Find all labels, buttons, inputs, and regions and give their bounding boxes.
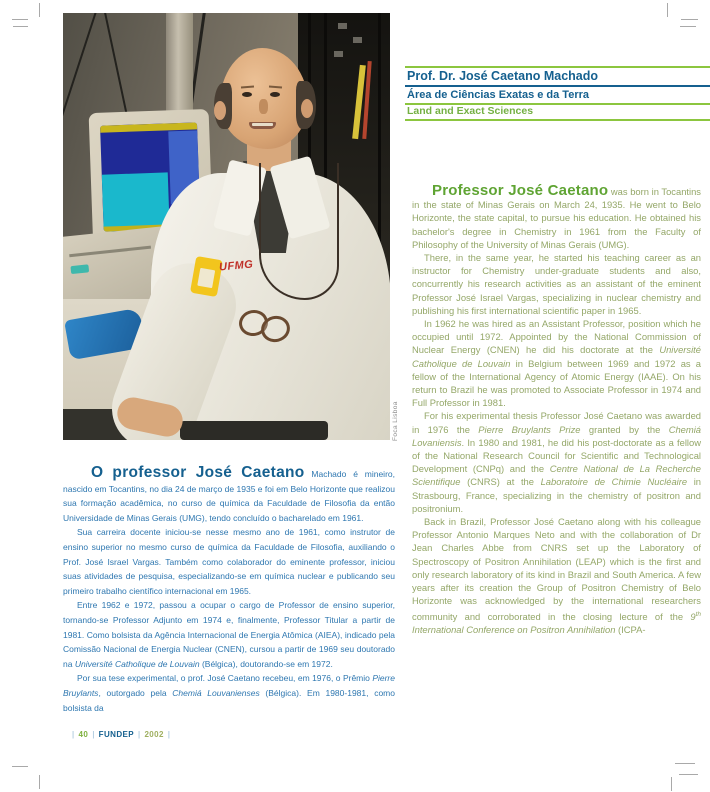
text-segment: Université Catholique de Louvain bbox=[74, 658, 200, 669]
text-segment: (ICPA- bbox=[615, 623, 646, 635]
publisher-name: FUNDEP bbox=[98, 730, 134, 739]
photo-credit: Foca Lisboa bbox=[392, 401, 399, 441]
ear-right bbox=[301, 99, 313, 118]
text-segment: . In 1980 and 1981, he did his post-doctorate as a fellow of the National Research Council for Scientific and Technological Development (CNPq) and the bbox=[412, 436, 701, 475]
publication-year: 2002 bbox=[144, 730, 164, 739]
screen-teal-area bbox=[102, 172, 170, 232]
text-segment: (Bélgica). Em 1980-1981, como bolsista da bbox=[63, 687, 395, 713]
printer-slot bbox=[69, 246, 151, 258]
text-segment: Centre National de La Recherche Scientifique bbox=[412, 463, 701, 488]
paragraph bbox=[412, 409, 701, 515]
connector bbox=[334, 51, 343, 57]
text-segment: In 1962 he was hired as an Assistant Professor, position which he occupied until 1972. Appointed by the National Commission of Nuclear Energy (CNEN) he did his doctorate at the bbox=[412, 318, 701, 356]
crop-mark-bottom-left-v bbox=[39, 775, 40, 789]
text-segment: There, in the same year, he started his teaching career as an instructor for Chemistry under-graduate students and also, concurrently his research activities as an assistant of the eminent Professor José Israel Vargas, specializing in nuclear chemistry and publishing his first international scientific paper in 1965. bbox=[412, 252, 701, 316]
scientist-lab-photo bbox=[63, 13, 390, 440]
text-segment: Entre 1962 e 1972, passou a ocupar o cargo de Professor de ensino superior, tornando-se Professor Adjunto em 1974 e, finalmente, Professor Titular a partir de 1981. Como bolsista da Agência Internacional de Energia Atômica (AIEA), indicado pela Comissão Nacional de Energia Nuclear (CNEN), cursou a partir de 1969 seu doutorado na bbox=[63, 600, 395, 669]
text-segment: Sua carreira docente iniciou-se nesse mesmo ano de 1961, como instrutor de ensino superior no mesmo curso de química da Faculdade de Filosofia, auxiliando o Prof. José Israel Vargas. Também como colaborador do eminente professor, iniciou suas atividades de pesquisa, especializando-se em química nuclear e publicando seu primeiro trabalho científico internacional em 1965. bbox=[63, 527, 395, 596]
crop-mark-top-left-h1 bbox=[12, 19, 28, 20]
crop-mark-top-left-v bbox=[39, 3, 40, 17]
text-segment: in Belgium between 1969 and 1972 as a fellow of the International Agency of Atomic Energy (IAAE). On his return to Brazil he was promoted to Associate Professor in 1974 and Full Professor in 1981. bbox=[412, 357, 701, 409]
text-segment: Pierre Bruylants bbox=[63, 673, 395, 698]
paragraph bbox=[412, 184, 701, 251]
area-heading-en: Land and Exact Sciences bbox=[407, 105, 534, 117]
paragraph bbox=[63, 466, 395, 525]
text-segment: O professor José Caetano bbox=[91, 464, 305, 481]
crop-mark-top-left-h2 bbox=[13, 26, 28, 27]
english-text-column bbox=[412, 184, 701, 636]
crop-mark-bottom-right-h1 bbox=[675, 763, 695, 764]
portuguese-text-column bbox=[63, 466, 395, 715]
area-heading-pt: Área de Ciências Exatas e da Terra bbox=[407, 89, 590, 101]
trousers bbox=[180, 421, 328, 440]
paragraph bbox=[63, 525, 395, 598]
crop-mark-bottom-left-h1 bbox=[12, 766, 28, 767]
glasses-cord bbox=[259, 163, 339, 300]
crop-mark-bottom-right-h2 bbox=[679, 774, 698, 775]
coat-logo-text: UFMG bbox=[218, 258, 254, 274]
text-segment: 9 bbox=[690, 610, 696, 622]
eye-left bbox=[242, 92, 252, 97]
eye-right bbox=[270, 92, 280, 97]
connector bbox=[338, 23, 347, 29]
header-block bbox=[405, 66, 710, 121]
badge-photo-area bbox=[197, 268, 215, 288]
text-segment: International Conference on Positron Annihilation bbox=[412, 623, 616, 635]
footer-separator: | bbox=[137, 730, 141, 739]
ear-left bbox=[214, 101, 226, 120]
paragraph bbox=[63, 598, 395, 671]
text-segment: th bbox=[695, 610, 701, 618]
paragraph bbox=[412, 515, 701, 636]
text-segment: Back in Brazil, Professor José Caetano along with his colleague Professor Antonio Marques Neto and with the collaboration of Dr Jean Charles Abbe from CNRS set up the Laboratory of Spectroscopy of Positron Annihilation (LEAP) which is the first and only research laboratory of its kind in Brazil and South America. A few years after its creation the Group of Positron Chemistry of Belo Horizonte was acknowledged by the international researchers community and corroborated in the closing lecture of the bbox=[412, 516, 701, 622]
text-segment: Machado é mineiro, nascido em Tocantins, no dia 24 de março de 1935 e foi em Belo Horizonte que realizou sua formação acadêmica, no curso de química da Faculdade de Filosofia da então Universidade de Minas Gerais (UMG), tendo concluído o bacharelado em 1961. bbox=[63, 469, 395, 523]
printer-button bbox=[70, 264, 89, 274]
page-number: 40 bbox=[78, 730, 89, 739]
text-segment: in Strasbourg, France, specializing in the chemistry of positron and positronium. bbox=[412, 476, 701, 514]
text-segment: Université Catholique de Louvain bbox=[412, 344, 701, 369]
nose bbox=[259, 99, 268, 114]
text-segment: Laboratoire de Chimie Nucléaire bbox=[540, 476, 688, 488]
paragraph bbox=[63, 671, 395, 715]
crop-mark-top-right-h1 bbox=[681, 19, 698, 20]
professor-name-heading: Prof. Dr. José Caetano Machado bbox=[407, 69, 599, 83]
text-segment: (CNRS) at the bbox=[460, 476, 541, 488]
footer-separator: | bbox=[92, 730, 95, 739]
footer-separator: | bbox=[167, 730, 171, 739]
text-segment: For his experimental thesis Professor José Caetano was awarded in 1976 the bbox=[412, 410, 701, 435]
footer-separator: | bbox=[72, 730, 75, 739]
divider-green-bottom bbox=[405, 119, 710, 121]
text-segment: Chemiá Lovaniensis bbox=[412, 423, 702, 448]
connector bbox=[353, 37, 362, 43]
text-segment: granted by the bbox=[580, 423, 669, 435]
paragraph bbox=[412, 251, 701, 317]
crop-mark-bottom-right-v bbox=[671, 777, 672, 791]
text-segment: , outorgado pela bbox=[98, 687, 173, 698]
text-segment: Professor José Caetano bbox=[432, 182, 609, 199]
paragraph bbox=[412, 317, 701, 409]
text-segment: (Bélgica), doutorando-se em 1972. bbox=[199, 658, 333, 669]
crop-mark-top-right-h2 bbox=[680, 26, 696, 27]
text-segment: Pierre Bruylants Prize bbox=[478, 423, 581, 435]
page-footer bbox=[70, 730, 172, 739]
text-segment: was born in Tocantins in the state of Minas Gerais on March 24, 1935. He went to Belo Horizonte, the state capital, to pursue his education. He obtained his bachelor's degree in Chemistry in 1961 from the Faculty of Philosophy of the University of Minas Gerais (UMG). bbox=[412, 186, 701, 250]
teeth bbox=[252, 123, 273, 126]
crop-mark-top-right-v bbox=[667, 3, 668, 17]
text-segment: Chemiá Louvanienses bbox=[172, 687, 260, 698]
text-segment: Por sua tese experimental, o prof. José Caetano recebeu, em 1976, o Prêmio bbox=[77, 673, 373, 684]
